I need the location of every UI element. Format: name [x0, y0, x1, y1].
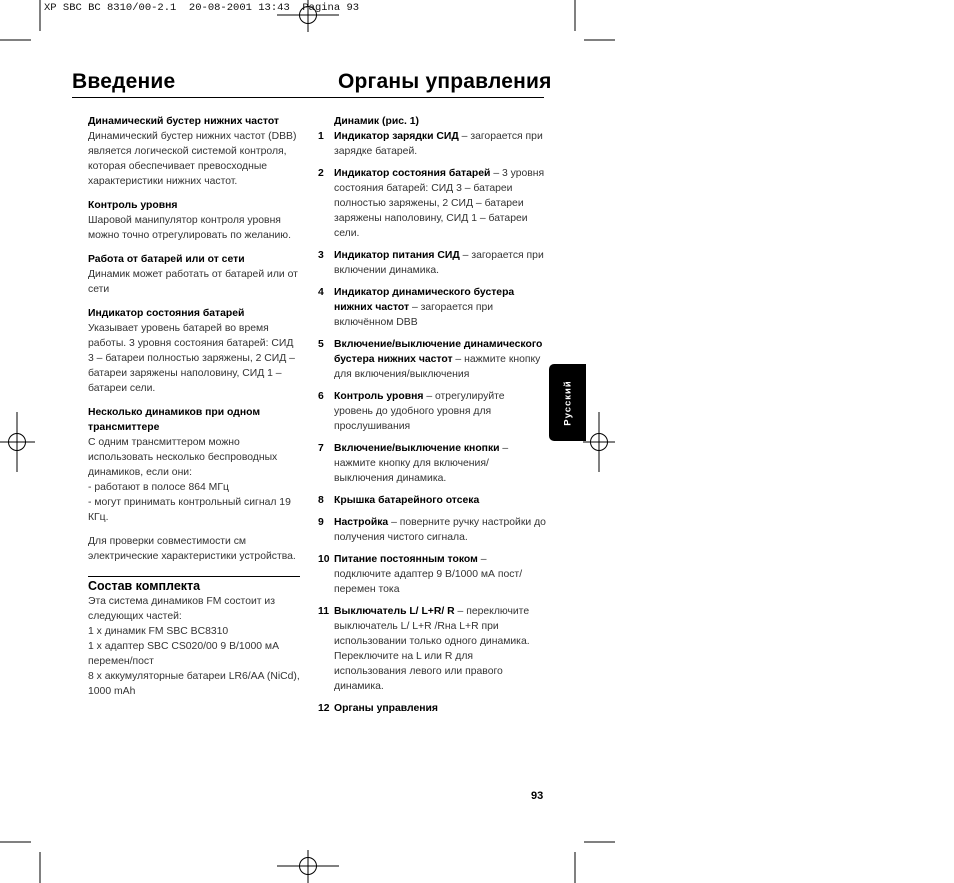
item-body: [334, 701, 546, 716]
section-title: Индикатор состояния батарей: [88, 308, 245, 319]
section-title: Работа от батарей или от сети: [88, 254, 245, 265]
section-title: Несколько динамиков при одном трансмиттере: [88, 407, 261, 433]
item-number: 7: [318, 443, 324, 454]
kit-item: 1 x адаптер SBC CS020/00 9 В/1000 мА перемен/пост: [88, 641, 279, 667]
controls-list: [318, 129, 546, 716]
kit-item: 8 x аккумуляторные батареи LR6/AA (NiCd), 1000 mAh: [88, 671, 300, 697]
item-body: [334, 441, 546, 486]
controls-item: [318, 166, 546, 241]
item-number: 12: [318, 703, 330, 714]
item-number: 10: [318, 554, 330, 565]
item-title: Индикатор зарядки СИД: [334, 131, 459, 142]
item-title: Контроль уровня: [334, 391, 424, 402]
item-body: [334, 285, 546, 330]
controls-item: [318, 389, 546, 434]
kit-section: [88, 576, 300, 699]
item-body: [334, 166, 546, 241]
controls-item: [318, 129, 546, 159]
item-body: [334, 552, 546, 597]
item-text: – загорается при включённом DBB: [334, 302, 494, 328]
item-number: 9: [318, 517, 324, 528]
item-body: [334, 515, 546, 545]
section-text: Шаровой манипулятор контроля уровня можно точно отрегулировать по желанию.: [88, 215, 291, 241]
item-body: [334, 129, 546, 159]
item-body: [334, 337, 546, 382]
section-power: [88, 252, 300, 297]
item-title: Питание постоянным током: [334, 554, 478, 565]
compat-note: Для проверки совместимости см электрические характеристики устройства.: [88, 536, 296, 562]
section-multi: [88, 405, 300, 525]
item-title: Индикатор питания СИД: [334, 250, 460, 261]
controls-item: [318, 552, 546, 597]
item-text: – загорается при зарядке батарей.: [334, 131, 543, 157]
item-number: 8: [318, 495, 324, 506]
section-dbb: [88, 114, 300, 189]
item-title: Включение/выключение кнопки: [334, 443, 500, 454]
language-tab-label: Русский: [562, 379, 573, 426]
item-title: Индикатор состояния батарей: [334, 168, 491, 179]
section-battery: [88, 306, 300, 396]
heading-rule: [72, 97, 544, 98]
print-slug: XP SBC BC 8310/00-2.1 20-08-2001 13:43 Pagina 93: [44, 2, 360, 14]
left-column: [88, 114, 300, 699]
controls-item: [318, 515, 546, 545]
item-body: [334, 493, 546, 508]
kit-intro: Эта система динамиков FM состоит из следующих частей:: [88, 596, 275, 622]
item-body: [334, 248, 546, 278]
item-title: Выключатель L/ L+R/ R: [334, 606, 455, 617]
item-body: [334, 389, 546, 434]
section-level: [88, 198, 300, 243]
item-title: Органы управления: [334, 703, 438, 714]
item-text: – отрегулируйте уровень до удобного уровня для прослушивания: [334, 391, 505, 432]
item-text: – переключите выключатель L/ L+R /Rна L+R при использовании только одного динамика. Переключите на L или R для использования левого или правого динамика.: [334, 606, 530, 692]
item-number: 1: [318, 131, 324, 142]
item-number: 4: [318, 287, 324, 298]
controls-item: [318, 285, 546, 330]
kit-item: 1 x динамик FM SBC BC8310: [88, 626, 229, 637]
section-text: Динамик может работать от батарей или от сети: [88, 269, 298, 295]
bullet-item: - могут принимать контрольный сигнал 19 КГц.: [88, 497, 291, 523]
item-title: Включение/выключение динамического бустера нижних частот: [334, 339, 543, 365]
item-text: – поверните ручку настройки до получения чистого сигнала.: [334, 517, 546, 543]
item-body: [334, 604, 546, 694]
item-text: – подключите адаптер 9 В/1000 мА пост/перемен тока: [334, 554, 523, 595]
item-number: 3: [318, 250, 324, 261]
item-number: 5: [318, 339, 324, 350]
item-text: – 3 уровня состояния батарей: СИД 3 – батареи полностью заряжены, 2 СИД – батареи заряжены наполовину, СИД 1 – батареи сели.: [334, 168, 545, 239]
controls-item: [318, 441, 546, 486]
item-number: 6: [318, 391, 324, 402]
heading-right: Органы управления: [338, 70, 552, 93]
language-tab: [549, 364, 586, 441]
controls-item: [318, 493, 546, 508]
page-number: 93: [531, 790, 544, 802]
right-column: [318, 114, 546, 723]
heading-left: Введение: [72, 70, 176, 93]
controls-item: [318, 337, 546, 382]
item-text: – загорается при включении динамика.: [334, 250, 544, 276]
kit-title: Состав комплекта: [88, 576, 300, 594]
item-text: – нажмите кнопку для включения/ выключения динамика.: [334, 443, 509, 484]
section-text: Динамический бустер нижних частот (DBB) является логической системой контроля, которая обеспечивает превосходные характеристики нижних частот.: [88, 131, 297, 187]
bullet-item: - работают в полосе 864 МГц: [88, 482, 229, 493]
item-title: Индикатор динамического бустера нижних частот: [334, 287, 515, 313]
section-text: С одним трансмиттером можно использовать несколько беспроводных динамиков, если они:: [88, 437, 278, 478]
controls-item: [318, 701, 546, 716]
item-text: – нажмите кнопку для включения/выключения: [334, 354, 541, 380]
controls-intro: Динамик (рис. 1): [334, 116, 419, 127]
section-text: Указывает уровень батарей во время работы. 3 уровня состояния батарей: СИД 3 – батареи полностью заряжены, 2 СИД – батареи заряжены наполовину, СИД 1 – батареи сели.: [88, 323, 295, 394]
controls-item: [318, 248, 546, 278]
controls-item: [318, 604, 546, 694]
item-number: 11: [318, 606, 329, 617]
section-title: Динамический бустер нижних частот: [88, 116, 279, 127]
item-title: Крышка батарейного отсека: [334, 495, 480, 506]
item-number: 2: [318, 168, 324, 179]
item-title: Настройка: [334, 517, 389, 528]
section-title: Контроль уровня: [88, 200, 178, 211]
